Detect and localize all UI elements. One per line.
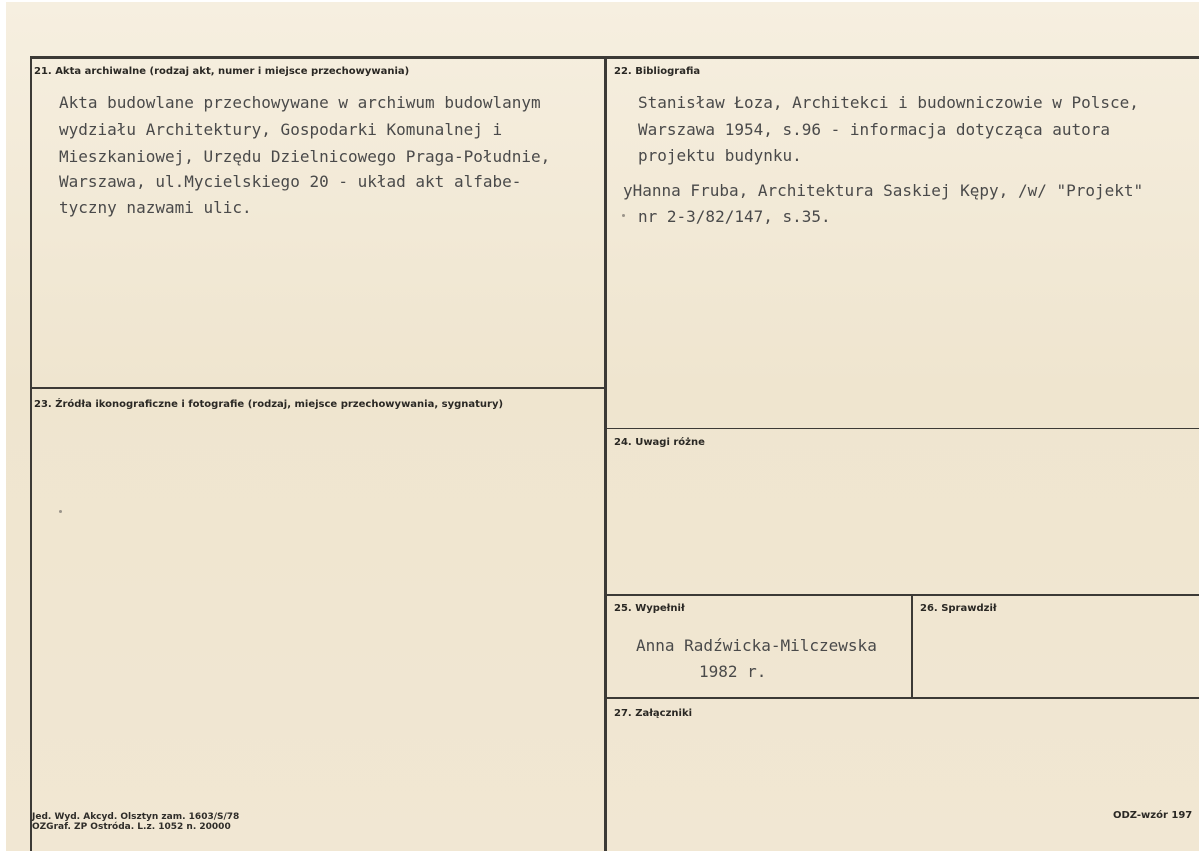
section-26-label: 26. Sprawdził bbox=[920, 603, 997, 614]
section-21-line: Mieszkaniowej, Urzędu Dzielnicowego Praga-Południe, bbox=[59, 147, 551, 166]
left-rule bbox=[30, 56, 32, 851]
section-22-line: nr 2-3/82/147, s.35. bbox=[638, 207, 831, 226]
rule-24-25 bbox=[606, 594, 1199, 596]
printer-line: Jed. Wyd. Akcyd. Olsztyn zam. 1603/S/78 bbox=[32, 812, 240, 822]
paper-speck bbox=[59, 510, 62, 513]
form-code: ODZ-wzór 197 bbox=[1113, 810, 1193, 821]
section-21-line: tyczny nazwami ulic. bbox=[59, 198, 252, 217]
section-22-line: Stanisław Łoza, Architekci i budowniczowie w Polsce, bbox=[638, 93, 1139, 112]
rule-21-23 bbox=[30, 387, 605, 389]
rule-22-24 bbox=[606, 428, 1199, 429]
rule-25-26 bbox=[911, 594, 913, 698]
section-21-line: wydziału Architektury, Gospodarki Komunalnej i bbox=[59, 120, 503, 139]
section-22-label: 22. Bibliografia bbox=[614, 66, 701, 77]
section-21-label: 21. Akta archiwalne (rodzaj akt, numer i miejsce przechowywania) bbox=[34, 66, 410, 77]
section-22-line: Warszawa 1954, s.96 - informacja dotycząca autora bbox=[638, 120, 1111, 139]
section-21-line: Akta budowlane przechowywane w archiwum budowlanym bbox=[59, 93, 541, 112]
paper-speck bbox=[622, 214, 625, 217]
rule-25-27 bbox=[606, 697, 1199, 699]
section-24-label: 24. Uwagi różne bbox=[614, 437, 705, 448]
section-21-line: Warszawa, ul.Mycielskiego 20 - układ akt alfabe- bbox=[59, 172, 522, 191]
center-rule bbox=[604, 56, 607, 851]
section-22-line: projektu budynku. bbox=[638, 146, 802, 165]
filled-by-name: Anna Radźwicka-Milczewska bbox=[636, 636, 877, 655]
section-27-label: 27. Załączniki bbox=[614, 708, 693, 719]
top-rule bbox=[30, 56, 1199, 59]
catalog-card bbox=[6, 2, 1199, 851]
printer-line: OZGraf. ZP Ostróda. L.z. 1052 n. 20000 bbox=[32, 822, 231, 832]
filled-by-year: 1982 r. bbox=[699, 662, 767, 681]
section-25-label: 25. Wypełnił bbox=[614, 603, 685, 614]
section-22-line: yHanna Fruba, Architektura Saskiej Kępy, /w/ "Projekt" bbox=[623, 181, 1144, 200]
section-23-label: 23. Źródła ikonograficzne i fotografie (rodzaj, miejsce przechowywania, sygnatury) bbox=[34, 399, 504, 410]
